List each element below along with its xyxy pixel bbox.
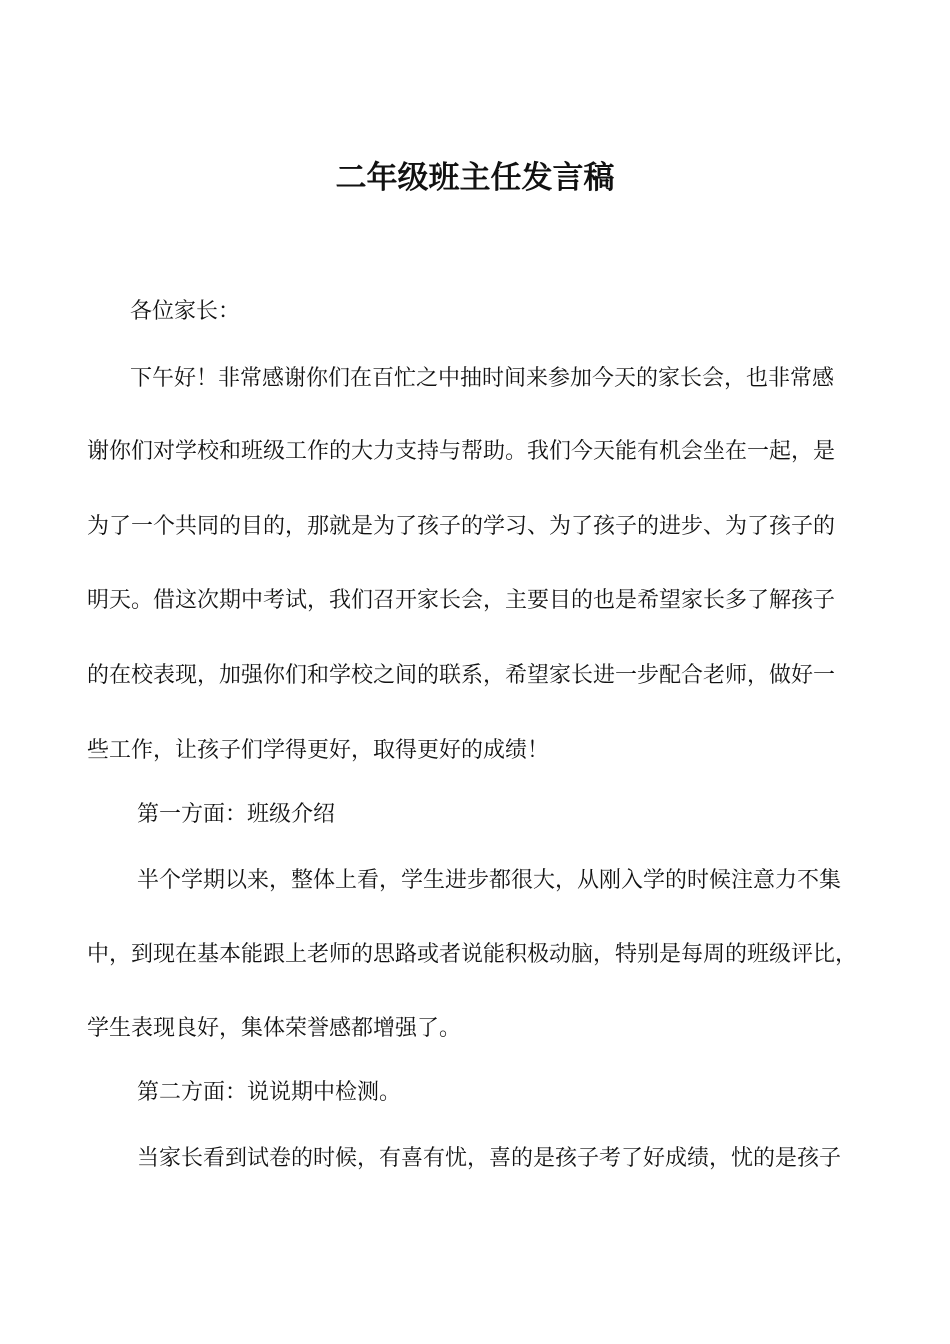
paragraph-line: 中，到现在基本能跟上老师的思路或者说能积极动脑，特别是每周的班级评比， [87,942,858,967]
salutation-line: 各位家长： [130,299,241,324]
paragraph-line: 半个学期以来，整体上看，学生进步都很大，从刚入学的时候注意力不集 [137,868,842,893]
paragraph-line: 些工作，让孩子们学得更好，取得更好的成绩！ [87,738,550,763]
paragraph-line: 下午好！非常感谢你们在百忙之中抽时间来参加今天的家长会，也非常感 [130,366,835,391]
section-heading: 第一方面：班级介绍 [137,802,336,827]
document-title: 二年级班主任发言稿 [335,160,615,196]
paragraph-line: 为了一个共同的目的，那就是为了孩子的学习、为了孩子的进步、为了孩子的 [87,514,836,539]
paragraph-line: 的在校表现，加强你们和学校之间的联系，希望家长进一步配合老师，做好一 [87,663,836,688]
paragraph-line: 明天。借这次期中考试，我们召开家长会，主要目的也是希望家长多了解孩子 [87,588,836,613]
section-heading: 第二方面：说说期中检测。 [137,1080,402,1105]
paragraph-line: 当家长看到试卷的时候，有喜有忧，喜的是孩子考了好成绩，忧的是孩子 [137,1146,842,1171]
paragraph-line: 谢你们对学校和班级工作的大力支持与帮助。我们今天能有机会坐在一起，是 [87,439,836,464]
paragraph-line: 学生表现良好，集体荣誉感都增强了。 [87,1016,462,1041]
